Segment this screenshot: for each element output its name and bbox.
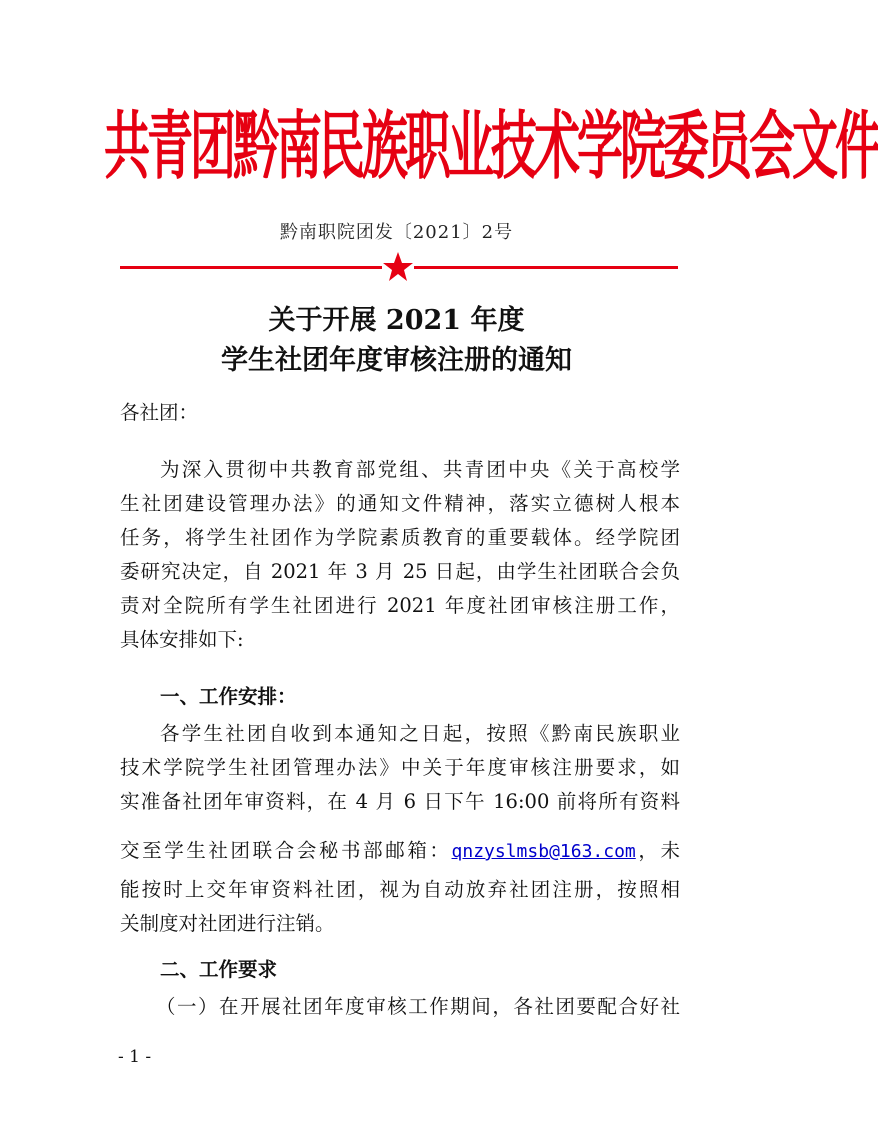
red-star-icon	[381, 250, 415, 284]
body-line: 各学生社团自收到本通知之日起，按照《黔南民族职业	[160, 722, 680, 745]
body-line: （一）在开展社团年度审核工作期间，各社团要配合好社	[156, 995, 680, 1018]
intro-line: 责对全院所有学生社团进行 2021 年度社团审核注册工作，	[120, 594, 680, 617]
notice-title-line-2: 学生社团年度审核注册的通知	[221, 345, 572, 376]
email-link[interactable]: qnzyslmsb@163.com	[451, 841, 636, 862]
email-suffix: ，未	[635, 839, 680, 862]
intro-line: 委研究决定，自 2021 年 3 月 25 日起，由学生社团联合会负	[120, 560, 680, 583]
masthead-title: 共青团黔南民族职业技术学院委员会文件	[104, 102, 878, 190]
document-number: 黔南职院团发〔2021〕2号	[279, 222, 514, 243]
body-line: 技术学院学生社团管理办法》中关于年度审核注册要求，如	[120, 756, 680, 779]
salutation: 各社团：	[120, 401, 199, 424]
intro-line: 为深入贯彻中共教育部党组、共青团中央《关于高校学	[160, 458, 680, 481]
red-rule-left	[120, 266, 382, 269]
body-line: 关制度对社团进行注销。	[120, 912, 335, 935]
page-number: - 1 -	[118, 1047, 152, 1067]
section-heading-arrangement: 一、工作安排：	[160, 685, 297, 708]
email-prefix: 交至学生社团联合会秘书部邮箱：	[120, 839, 452, 862]
intro-line: 具体安排如下:	[120, 628, 244, 651]
body-line: 实准备社团年审资料，在 4 月 6 日下午 16:00 前将所有资料	[120, 790, 680, 813]
notice-title-line-1: 关于开展 2021 年度	[268, 305, 525, 336]
red-rule-right	[414, 266, 678, 269]
intro-line: 任务，将学生社团作为学院素质教育的重要载体。经学院团	[120, 526, 680, 549]
body-line-email	[120, 838, 680, 865]
intro-line: 生社团建设管理办法》的通知文件精神，落实立德树人根本	[120, 492, 680, 515]
section-heading-requirements: 二、工作要求	[160, 958, 278, 981]
body-line: 能按时上交年审资料社团，视为自动放弃社团注册，按照相	[120, 878, 680, 901]
